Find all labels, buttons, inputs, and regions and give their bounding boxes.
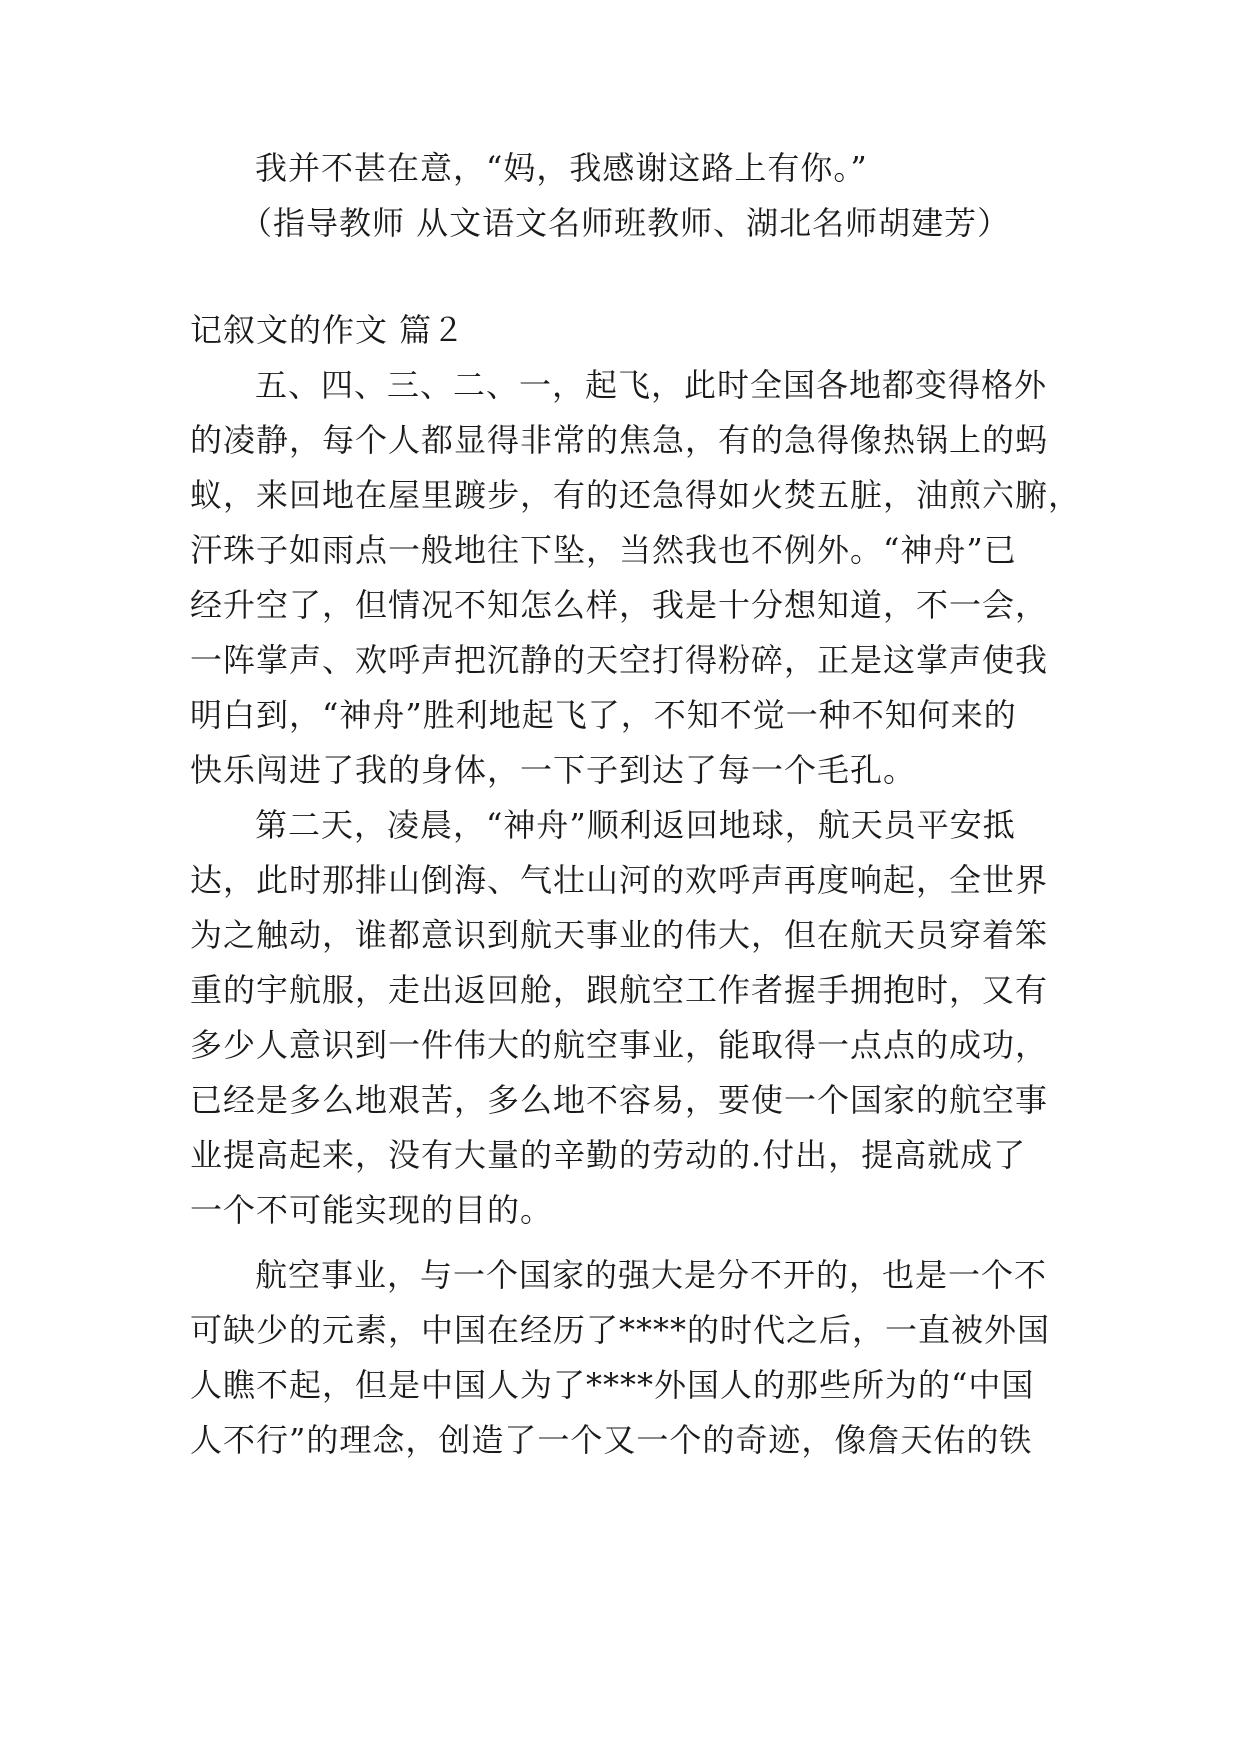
body-line-14: 已经是多么地艰苦，多么地不容易，要使一个国家的航空事 (190, 1081, 1049, 1119)
body-line-13: 多少人意识到一件伟大的航空事业，能取得一点点的成功， (190, 1026, 1049, 1064)
body-line-18: 可缺少的元素，中国在经历了****的时代之后，一直被外国 (190, 1311, 1051, 1349)
body-line-10: 达，此时那排山倒海、气壮山河的欢呼声再度响起，全世界 (190, 861, 1049, 899)
body-line-20: 人不行”的理念，创造了一个又一个的奇迹，像詹天佑的铁 (190, 1421, 1033, 1459)
intro-line-2: （指导教师 从文语文名师班教师、湖北名师胡建芳） (240, 204, 1011, 242)
body-line-11: 为之触动，谁都意识到航天事业的伟大，但在航天员穿着笨 (190, 916, 1049, 954)
body-line-6: 一阵掌声、欢呼声把沉静的天空打得粉碎，正是这掌声使我 (190, 641, 1049, 679)
body-line-12: 重的宇航服，走出返回舱，跟航空工作者握手拥抱时，又有 (190, 971, 1049, 1009)
intro-line-1: 我并不甚在意，“妈，我感谢这路上有你。” (255, 149, 868, 187)
body-line-9: 第二天，凌晨，“神舟”顺利返回地球，航天员平安抵 (255, 806, 1016, 844)
body-line-8: 快乐闯进了我的身体，一下子到达了每一个毛孔。 (190, 751, 917, 789)
body-line-2: 的凌静，每个人都显得非常的焦急，有的急得像热锅上的蚂 (190, 421, 1049, 459)
body-line-16: 一个不可能实现的目的。 (190, 1191, 554, 1229)
body-line-17: 航空事业，与一个国家的强大是分不开的，也是一个不 (255, 1256, 1048, 1294)
body-line-1: 五、四、三、二、一，起飞，此时全国各地都变得格外 (255, 366, 1048, 404)
body-line-15: 业提高起来，没有大量的辛勤的劳动的.付出，提高就成了 (190, 1136, 1027, 1174)
body-line-3: 蚁，来回地在屋里踱步，有的还急得如火焚五脏，油煎六腑， (190, 476, 1082, 514)
section-title: 记叙文的作文 篇２ (190, 311, 466, 349)
body-line-4: 汗珠子如雨点一般地往下坠，当然我也不例外。“神舟”已 (190, 531, 1017, 569)
body-line-5: 经升空了，但情况不知怎么样，我是十分想知道，不一会， (190, 586, 1049, 624)
body-line-7: 明白到，“神舟”胜利地起飞了，不知不觉一种不知何来的 (190, 696, 1017, 734)
body-line-19: 人瞧不起，但是中国人为了****外国人的那些所为的“中国 (190, 1366, 1035, 1404)
